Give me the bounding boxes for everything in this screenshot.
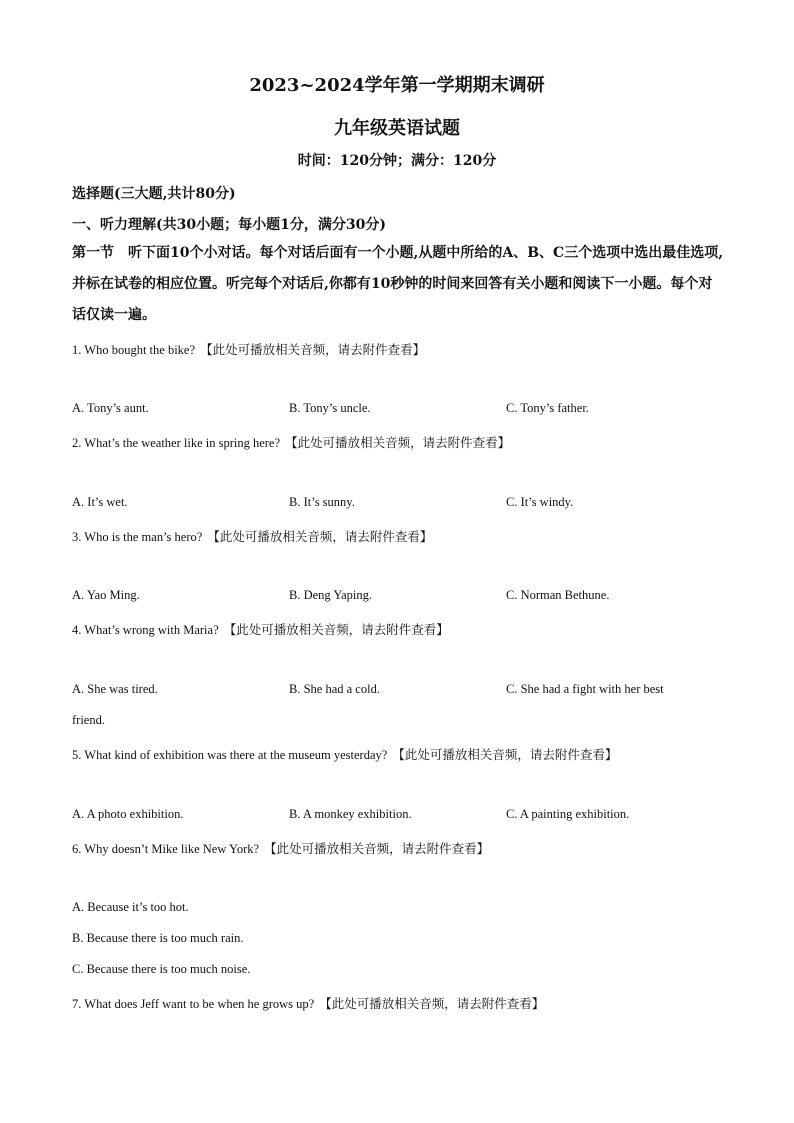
option-a[interactable]: A. Tony’s aunt. — [72, 401, 149, 415]
option-a[interactable]: A. Because it’s too hot. — [72, 900, 189, 914]
question-7 — [72, 993, 544, 1012]
option-b[interactable]: B. Because there is too much rain. — [72, 931, 244, 945]
option-c-continued[interactable]: friend. — [72, 713, 105, 727]
option-b[interactable]: B. It’s sunny. — [289, 495, 355, 509]
question-3 — [72, 526, 432, 545]
option-c[interactable]: C. A painting exhibition. — [506, 807, 630, 821]
question-stem: 3. Who is the man’s hero? — [72, 530, 203, 544]
section-title: 选择题(三大题,共计80分) — [72, 186, 236, 202]
option-b[interactable]: B. Deng Yaping. — [289, 588, 372, 602]
audio-note[interactable]: 【此处可播放相关音频，请去附件查看】 — [223, 622, 449, 637]
option-c[interactable]: C. Because there is too much noise. — [72, 962, 251, 976]
audio-note[interactable]: 【此处可播放相关音频，请去附件查看】 — [319, 996, 545, 1011]
option-c[interactable]: C. Norman Bethune. — [506, 588, 610, 602]
question-6 — [72, 838, 489, 857]
question-stem: 6. Why doesn’t Mike like New York? — [72, 842, 260, 856]
question-stem: 2. What’s the weather like in spring here? — [72, 436, 281, 450]
question-1 — [72, 339, 425, 358]
audio-note[interactable]: 【此处可播放相关音频，请去附件查看】 — [200, 342, 426, 357]
option-c[interactable]: C. She had a fight with her best — [506, 682, 664, 696]
option-a[interactable]: A. A photo exhibition. — [72, 807, 184, 821]
audio-note[interactable]: 【此处可播放相关音频，请去附件查看】 — [264, 841, 490, 856]
audio-note[interactable]: 【此处可播放相关音频，请去附件查看】 — [207, 529, 433, 544]
question-4 — [72, 619, 449, 638]
exam-info: 时间：120分钟；满分：120分 — [297, 153, 497, 169]
option-a[interactable]: A. She was tired. — [72, 682, 158, 696]
option-a[interactable]: A. It’s wet. — [72, 495, 128, 509]
question-stem: 1. Who bought the bike? — [72, 343, 196, 357]
question-stem: 5. What kind of exhibition was there at the museum yesterday? — [72, 748, 388, 762]
option-b[interactable]: B. Tony’s uncle. — [289, 401, 371, 415]
option-a[interactable]: A. Yao Ming. — [72, 588, 140, 602]
audio-note[interactable]: 【此处可播放相关音频，请去附件查看】 — [285, 435, 511, 450]
listening-instructions: 第一节 听下面10个小对话。每个对话后面有一个小题,从题中所给的A、B、C三个选项中选出最佳选项,并标在试卷的相应位置。听完每个对话后,你都有10秒钟的时间来回答有关小题和阅读下一小题。每个对话仅读一遍。 — [72, 245, 724, 323]
option-b[interactable]: B. A monkey exhibition. — [289, 807, 412, 821]
part-title: 一、听力理解(共30小题；每小题1分，满分30分) — [72, 217, 386, 233]
option-c[interactable]: C. Tony’s father. — [506, 401, 589, 415]
question-2 — [72, 432, 510, 451]
exam-subtitle: 九年级英语试题 — [334, 118, 460, 139]
audio-note[interactable]: 【此处可播放相关音频，请去附件查看】 — [392, 747, 618, 762]
question-stem: 7. What does Jeff want to be when he grows up? — [72, 997, 315, 1011]
option-b[interactable]: B. She had a cold. — [289, 682, 380, 696]
question-stem: 4. What’s wrong with Maria? — [72, 623, 219, 637]
option-c[interactable]: C. It’s windy. — [506, 495, 574, 509]
exam-title: 2023~2024学年第一学期期末调研 — [249, 75, 545, 96]
question-5 — [72, 744, 617, 763]
